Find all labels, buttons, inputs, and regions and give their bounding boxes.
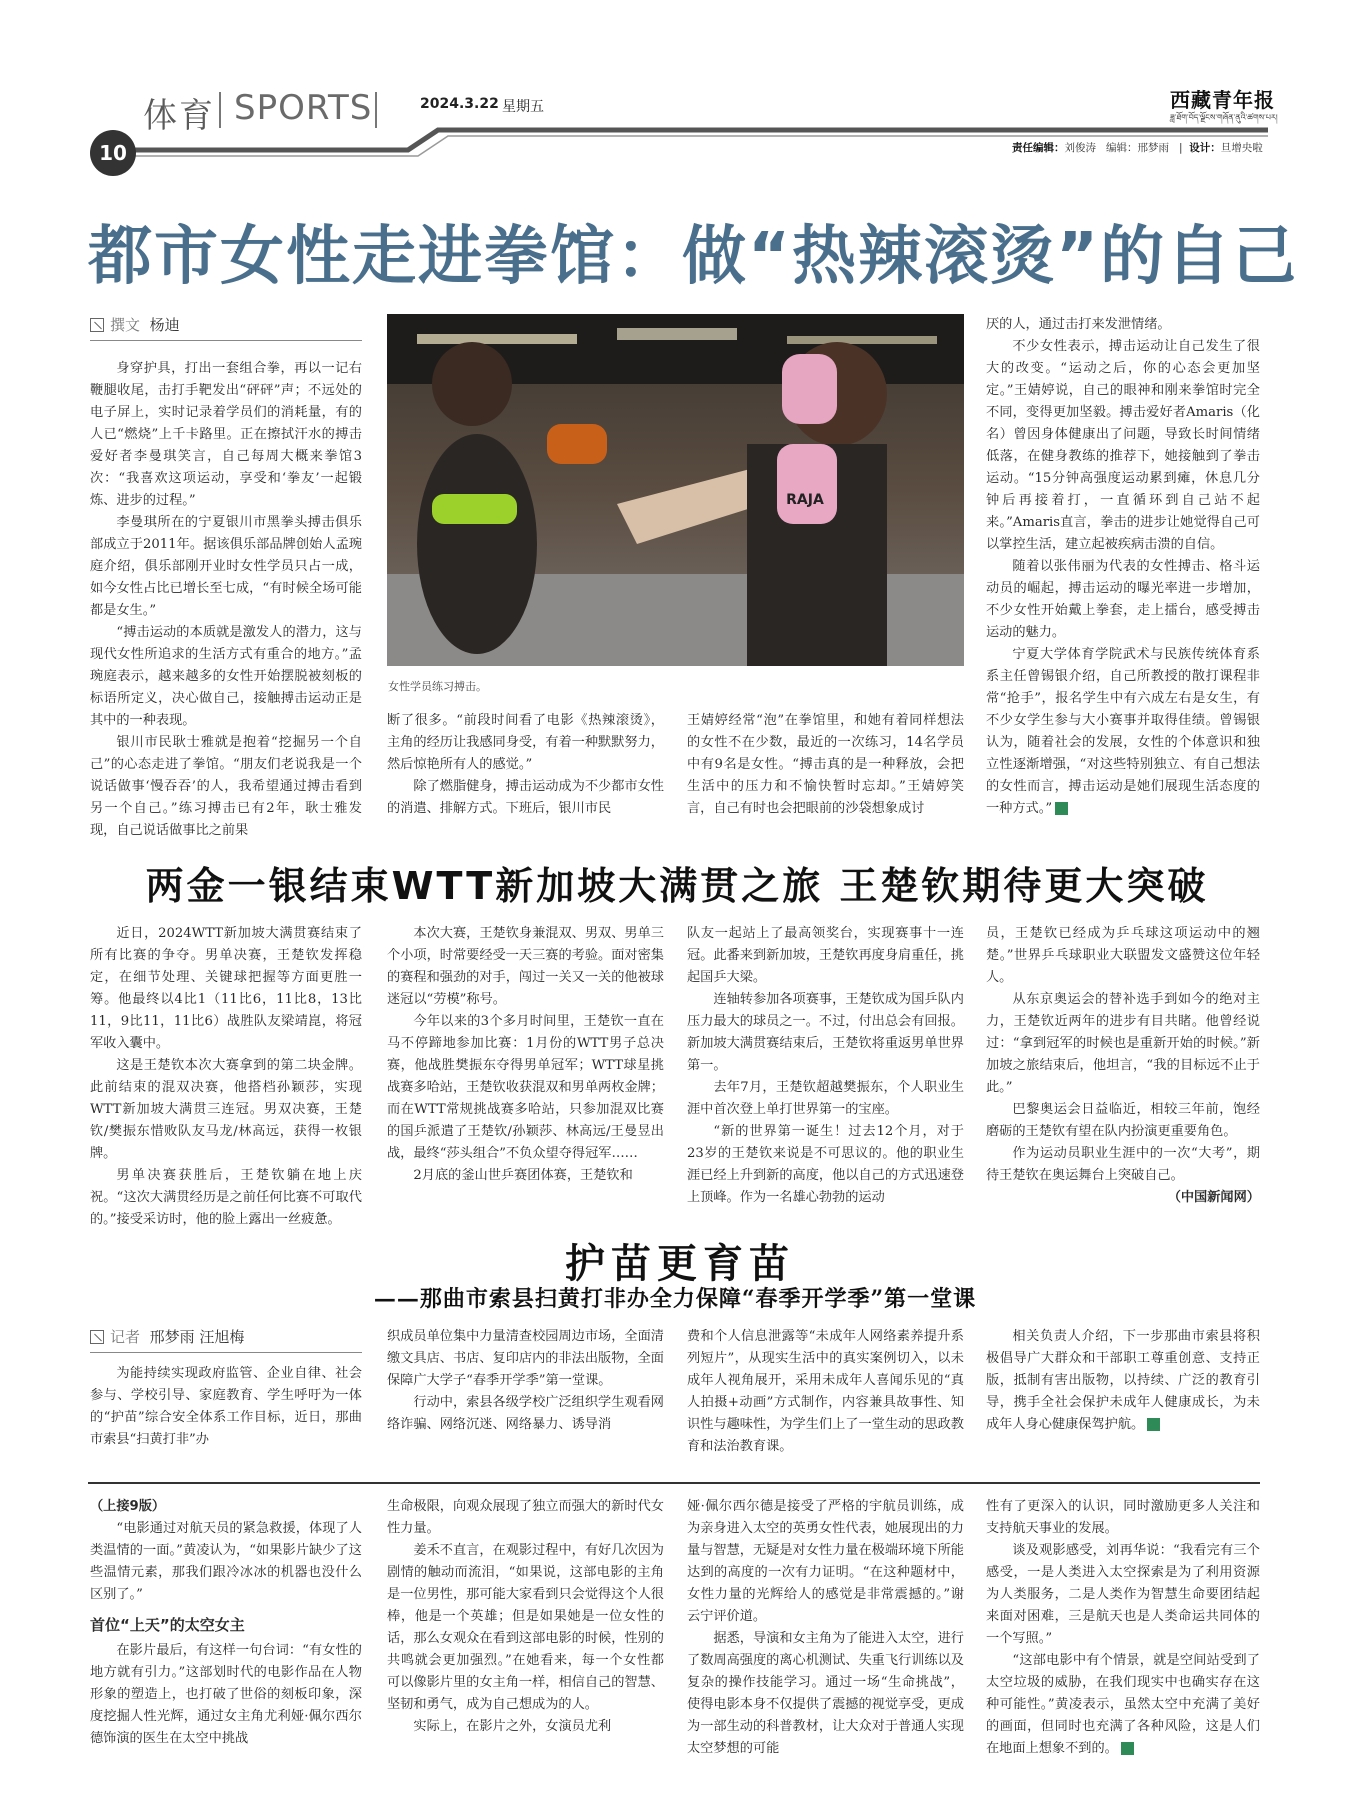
article1-column-1 — [90, 358, 362, 838]
paragraph: 本次大赛，王楚钦身兼混双、男双、男单三个小项，时常要经受一天三赛的考验。面对密集的赛程和强劲的对手，闯过一关又一关的他被球迷冠以“劳模”称号。 — [387, 926, 664, 1007]
article1-column-3 — [687, 710, 964, 816]
paragraph: 身穿护具，打出一套组合拳，再以一记右鞭腿收尾，击打手靶发出“砰砰”声；不远处的电子屏上，实时记录着学员们的消耗量，有的人已“燃烧”上千卡路里。正在擦拭汗水的搏击爱好者李曼琪笑言，自己每周大概来拳馆3次：“我喜欢这项运动，享受和‘拳友’一起锻炼、进步的过程。” — [90, 361, 362, 508]
paragraph: 随着以张伟丽为代表的女性搏击、格斗运动员的崛起，搏击运动的曝光率进一步增加，不少女性开始戴上拳套，走上擂台，感受搏击运动的魅力。 — [986, 559, 1260, 640]
paragraph: 近日，2024WTT新加坡大满贯赛结束了所有比赛的争夺。男单决赛，王楚钦发挥稳定，在细节处理、关键球把握等方面更胜一筹。他最终以4比1（11比6，11比8，13比11，9比11，11比6）战胜队友梁靖崑，将冠军收入囊中。 — [90, 926, 362, 1051]
paragraph: 去年7月，王楚钦超越樊振东，个人职业生涯中首次登上单打世界第一的宝座。 — [687, 1080, 964, 1117]
paragraph: 从东京奥运会的替补选手到如今的绝对主力，王楚钦近两年的进步有目共睹。他曾经说过：“拿到冠军的时候也是重新开始的时候。”新加坡之旅结束后，他坦言，“我的目标远不止于此。” — [986, 992, 1260, 1095]
article1-column-4 — [986, 314, 1260, 814]
byline-name: 杨迪 — [149, 316, 180, 334]
article1-column-2 — [387, 710, 664, 816]
paragraph: 连轴转参加各项赛事，王楚钦成为国乒队内压力最大的球员之一。不过，付出总会有回报。新加坡大满贯赛结束后，王楚钦将重返男单世界第一。 — [687, 992, 964, 1073]
pen-icon — [90, 318, 104, 332]
paragraph: 谈及观影感受，刘再华说：“我看完有三个感受，一是人类进入太空探索是为了利用资源为人类服务，二是人类作为智慧生命要团结起来面对困难，三是航天也是人类命运共同体的一个写照。” — [986, 1543, 1260, 1646]
paragraph: 性有了更深入的认识，同时激励更多人关注和支持航天事业的发展。 — [986, 1499, 1260, 1536]
paragraph: 在影片最后，有这样一句台词：“有女性的地方就有引力。”这部划时代的电影作品在人物形象的塑造上，也打破了世俗的刻板印象，深度挖掘人性光辉，通过女主角尤利娅·佩尔西尔德饰演的医生在太空中挑战 — [90, 1643, 362, 1746]
section-separator — [88, 1482, 1260, 1484]
paragraph: 李曼琪所在的宁夏银川市黑拳头搏击俱乐部成立于2011年。据该俱乐部品牌创始人孟琬庭介绍，俱乐部刚开业时女性学员只占一成，如今女性占比已增长至七成，“有时候全场可能都是女生。” — [90, 515, 362, 618]
article2-headline: 两金一银结束WTT新加坡大满贯之旅 王楚钦期待更大突破 — [145, 864, 1209, 908]
paragraph: 今年以来的3个多月时间里，王楚钦一直在马不停蹄地参加比赛：1月份的WTT男子总决赛，他战胜樊振东夺得男单冠军；WTT球星挑战赛多哈站，王楚钦收获混双和男单两枚金牌；而在WTT常规挑战赛多哈站，只参加混双比赛的国乒派遣了王楚钦/孙颖莎、林高远/王曼昱出战，最终“莎头组合”不负众望夺得冠军…… — [387, 1014, 664, 1161]
paragraph — [986, 644, 1260, 820]
article3-byline — [90, 1326, 244, 1347]
paragraph: “新的世界第一诞生！过去12个月，对于23岁的王楚钦来说是不可思议的。他的职业生涯已经上升到新的高度，他以自己的方式迅速登上顶峰。作为一名雄心勃勃的运动 — [687, 1124, 964, 1205]
boxing-photo — [387, 314, 964, 666]
paragraph: “搏击运动的本质就是激发人的潜力，这与现代女性所追求的生活方式有重合的地方。”孟琬庭表示，越来越多的女性开始摆脱被刻板的标语所定义，决心做自己，接触搏击运动正是其中的一种表现。 — [90, 625, 362, 728]
article1-headline: 都市女性走进拳馆：做“热辣滚烫”的自己 — [88, 220, 1299, 294]
paragraph: 费和个人信息泄露等“未成年人网络素养提升系列短片”，从现实生活中的真实案例切入，以未成年人视角展开，采用未成年人喜闻乐见的“真人拍摄+动画”方式制作，内容兼具故事性、知识性与趣味性，为学生们上了一堂生动的思政教育和法治教育课。 — [687, 1329, 964, 1454]
end-mark-icon: 青 — [1055, 802, 1068, 815]
continued-note: （上接9版） — [90, 1499, 166, 1514]
paragraph: 巴黎奥运会日益临近，相较三年前，饱经磨砺的王楚钦有望在队内扮演更重要角色。 — [986, 1102, 1260, 1139]
paragraph: 除了燃脂健身，搏击运动成为不少都市女性的消遣、排解方式。下班后，银川市民 — [387, 779, 664, 816]
paragraph: 据悉，导演和女主角为了能进入太空，进行了数周高强度的离心机测试、失重飞行训练以及复杂的操作技能学习。通过一场“生命挑战”，使得电影本身不仅提供了震撼的视觉享受，更成为一部生动的科普教材，让大众对于普通人实现太空梦想的可能 — [687, 1631, 964, 1756]
article2-column-3 — [687, 923, 964, 1205]
photo-caption: 女性学员练习搏击。 — [388, 680, 487, 693]
article4-subhead: 首位“上天”的太空女主 — [90, 1616, 245, 1634]
paragraph: 娅·佩尔西尔德是接受了严格的宇航员训练，成为亲身进入太空的英勇女性代表，她展现出的力量与智慧，无疑是对女性力量在极端环境下所能达到的高度的一次有力证明。“在这种题材中，女性力量的光辉给人的感觉是非常震撼的。”谢云宁评价道。 — [687, 1499, 964, 1624]
article2-column-1 — [90, 923, 362, 1227]
article3-column-1 — [90, 1363, 362, 1463]
article4-column-1 — [90, 1496, 362, 1806]
paragraph: “电影通过对航天员的紧急救援，体现了人类温情的一面。”黄凌认为，“如果影片缺少了这些温情元素，那我们跟冷冰冰的机器也没什么区别了。” — [90, 1521, 362, 1602]
article1-byline — [90, 314, 180, 335]
article3-subheadline: ——那曲市索县扫黄打非办全力保障“春季开学季”第一堂课 — [373, 1286, 977, 1312]
article2-column-4 — [986, 923, 1260, 1205]
page-number-badge: 10 — [90, 130, 136, 176]
paragraph: 员，王楚钦已经成为乒乓球这项运动中的翘楚。”世界乒乓球职业大联盟发文盛赞这位年轻人。 — [986, 926, 1260, 985]
paragraph: 厌的人，通过击打来发泄情绪。 — [986, 317, 1171, 332]
article3-column-4 — [986, 1326, 1260, 1466]
paragraph — [986, 1326, 1260, 1436]
article3-headline: 护苗更育苗 — [565, 1240, 795, 1287]
editor-label: 责任编辑： — [1012, 142, 1065, 154]
paragraph — [986, 1650, 1260, 1760]
paragraph: 这是王楚钦本次大赛拿到的第二块金牌。此前结束的混双决赛，他搭档孙颖莎，实现WTT新加坡大满贯三连冠。男双决赛，王楚钦/樊振东惜败队友马龙/林高远，获得一枚银牌。 — [90, 1058, 362, 1161]
byline-label: 记者 — [110, 1328, 141, 1346]
byline-rule — [90, 1352, 362, 1353]
article4-column-2 — [387, 1496, 664, 1806]
pen-icon — [90, 1330, 104, 1344]
paragraph: 2月底的釜山世乒赛团体赛，王楚钦和 — [413, 1168, 633, 1183]
paragraph: 男单决赛获胜后，王楚钦躺在地上庆祝。“这次大满贯经历是之前任何比赛不可取代的。”接受采访时，他的脸上露出一丝疲惫。 — [90, 1168, 362, 1227]
paragraph: 行动中，索县各级学校广泛组织学生观看网络诈骗、网络沉迷、网络暴力、诱导消 — [387, 1395, 664, 1432]
editor-credits: 责任编辑：刘俊涛 编辑：邢梦雨 | 设计：旦增央啦 — [1012, 142, 1263, 154]
editor-name: 刘俊涛 — [1064, 142, 1096, 154]
masthead-logo: 西藏青年报 — [1170, 88, 1275, 112]
end-mark-icon: 青 — [1147, 1418, 1160, 1431]
paragraph: 姜禾不直言，在观影过程中，有好几次因为剧情的触动而流泪，“如果说，这部电影的主角是一位男性，那可能大家看到只会觉得这个人很棒，他是一个英雄；但是如果她是一位女性的话，那么女观众在看到这部电影的时候，性别的共鸣就会更加强烈。”在她看来，每一个女性都可以像影片里的女主角一样，相信自己的智慧、坚韧和勇气，成为自己想成为的人。 — [387, 1543, 664, 1712]
paragraph-text: 相关负责人介绍，下一步那曲市索县将积极倡导广大群众和干部职工尊重创意、支持正版，抵制有害出版物，以持续、广泛的教育引导，携手全社会保护未成年人健康成长，为未成年人身心健康保驾护航。 — [986, 1329, 1260, 1432]
article4-column-4 — [986, 1496, 1260, 1806]
paragraph: 王婧婷经常“泡”在拳馆里，和她有着同样想法的女性不在少数，最近的一次练习，14名学员中有9名是女性。“搏击真的是一种释放，会把生活中的压力和不愉快暂时忘却。”王婧婷笑言，自己有时也会把眼前的沙袋想象成讨 — [687, 713, 964, 816]
article4-column-3 — [687, 1496, 964, 1806]
article2-column-2 — [387, 923, 664, 1193]
byline-name: 邢梦雨 汪旭梅 — [149, 1328, 245, 1346]
byline-rule — [90, 340, 362, 341]
issue-weekday: 星期五 — [502, 99, 544, 115]
byline-label: 撰文 — [110, 316, 141, 334]
paragraph-text: 宁夏大学体育学院武术与民族传统体育系系主任曾锡银介绍，自己所教授的散打课程非常“抢手”，报名学生中有六成左右是女生，有不少女学生参与大小赛事并取得佳绩。曾锡银认为，随着社会的发展，女性的个体意识和独立性逐渐增强，“对这些特别独立、有自己想法的女性而言，搏击运动是她们展现生活态度的一种方式。” — [986, 647, 1260, 816]
issue-date: 2024.3.22 — [420, 96, 499, 112]
editor-label: 设计： — [1189, 142, 1221, 154]
paragraph: 为能持续实现政府监管、企业自律、社会参与、学校引导、家庭教育、学生呼吁为一体的“护苗”综合安全体系工作目标，近日，那曲市索县“扫黄打非”办 — [90, 1366, 362, 1447]
paragraph: 织成员单位集中力量清查校园周边市场，全面清缴文具店、书店、复印店内的非法出版物，全面保障广大学子“春季开学季”第一堂课。 — [387, 1329, 664, 1388]
section-title-en: SPORTS — [234, 88, 373, 128]
masthead-subtitle: ཟླ་ཐོག་བོད་ལྗོངས་གཞོན་ནུའི་ཚགས་པར། — [1170, 113, 1278, 122]
editor-name: 旦增央啦 — [1220, 142, 1263, 154]
paragraph: 断了很多。“前段时间看了电影《热辣滚烫》，主角的经历让我感同身受，有着一种默默努力，然后惊艳所有人的感觉。” — [387, 713, 664, 772]
editor-label: 编辑： — [1106, 142, 1138, 154]
section-title-cn: 体育 — [143, 96, 215, 136]
paragraph: 不少女性表示，搏击运动让自己发生了很大的改变。“运动之后，你的心态会更加坚定。”王婧婷说，自己的眼神和刚来拳馆时完全不同，变得更加坚毅。搏击爱好者Amaris（化名）曾因身体健康出了问题，导致长时间情绪低落，在健身教练的推荐下，她接触到了拳击运动。“15分钟高强度运动累到瘫，休息几分钟后再接着打，一直循环到自己站不起来。”Amaris直言，拳击的进步让她觉得自己可以掌控生活，建立起被疾病击溃的自信。 — [986, 339, 1260, 552]
end-mark-icon: 青 — [1121, 1742, 1134, 1755]
article3-column-2 — [387, 1326, 664, 1466]
paragraph: 作为运动员职业生涯中的一次“大考”，期待王楚钦在奥运舞台上突破自己。 — [986, 1146, 1260, 1183]
paragraph: 银川市民耿士雅就是抱着“挖掘另一个自己”的心态走进了拳馆。“朋友们老说我是一个说话做事‘慢吞吞’的人，我希望通过搏击看到另一个自己。”练习搏击已有2年，耿士雅发现，自己说话做事比之前果 — [90, 735, 362, 838]
paragraph-text: “这部电影中有个情景，就是空间站受到了太空垃圾的威胁，在我们现实中也确实存在这种可能性。”黄凌表示，虽然太空中充满了美好的画面，但同时也充满了各种风险，这是人们在地面上想象不到的。 — [986, 1653, 1260, 1756]
paragraph: 实际上，在影片之外，女演员尤利 — [413, 1719, 612, 1734]
article-source: （中国新闻网） — [1167, 1190, 1260, 1205]
article3-column-3 — [687, 1326, 964, 1466]
paragraph: 队友一起站上了最高领奖台，实现赛事十一连冠。此番来到新加坡，王楚钦再度身肩重任，挑起国乒大梁。 — [687, 926, 964, 985]
glove-logo-text: RAJA — [786, 492, 824, 508]
paragraph: 生命极限，向观众展现了独立而强大的新时代女性力量。 — [387, 1499, 664, 1536]
editor-name: 邢梦雨 — [1137, 142, 1170, 154]
